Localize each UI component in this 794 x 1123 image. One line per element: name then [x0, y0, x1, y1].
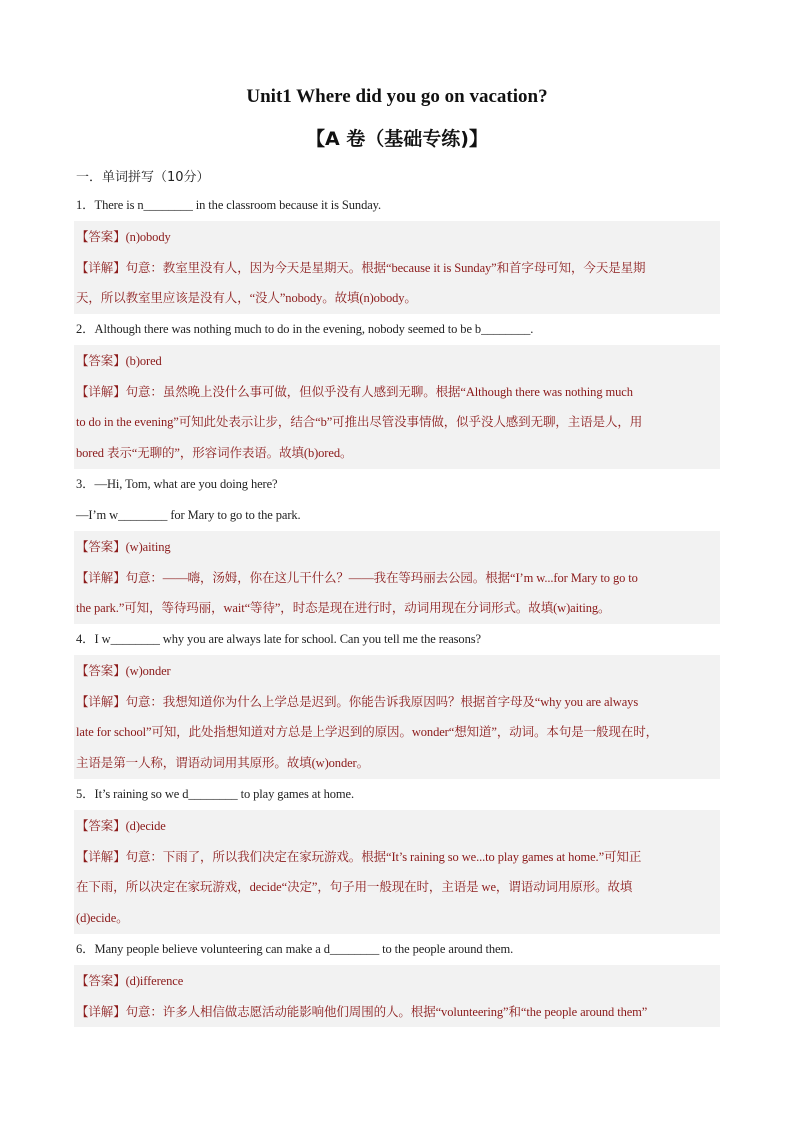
answer-line	[74, 655, 720, 686]
answer-tag: 【答案】	[76, 818, 126, 833]
answer-line	[74, 531, 720, 562]
detail-text: late for school”可知，此处指想知道对方总是上学迟到的原因。wonder“想知道”，动词。本句是一般现在时，	[76, 725, 659, 739]
answer-value: (d)ecide	[125, 819, 166, 833]
detail-line	[74, 748, 720, 779]
question-item	[74, 469, 720, 624]
detail-text: to do in the evening”可知此处表示让步，结合“b”可推出尽管没事情做，似乎没人感到无聊，主语是人，用	[76, 415, 643, 429]
detail-line	[74, 996, 720, 1027]
detail-line	[74, 562, 720, 593]
question-text: 4．I w________ why you are always late for school. Can you tell me the reasons?	[76, 632, 481, 646]
answer-value: (w)aiting	[125, 540, 171, 554]
detail-tag: 【详解】	[76, 1004, 126, 1019]
answer-line	[74, 965, 720, 996]
question-text: 5．It’s raining so we d________ to play games at home.	[76, 787, 354, 801]
question-text: 6．Many people believe volunteering can make a d________ to the people around them.	[76, 942, 514, 956]
question-item	[74, 314, 720, 469]
detail-text: 主语是第一人称，谓语动词用其原形。故填(w)onder。	[76, 756, 370, 770]
detail-tag: 【详解】	[76, 849, 126, 864]
detail-text: the park.”可知，等待玛丽，wait“等待”，时态是现在进行时，动词用现在分词形式。故填(w)aiting。	[76, 601, 611, 615]
detail-line	[74, 407, 720, 438]
detail-text: 句意：教室里没有人，因为今天是星期天。根据“because it is Sunday”和首字母可知，今天是星期	[125, 261, 646, 275]
detail-tag: 【详解】	[76, 694, 126, 709]
answer-tag: 【答案】	[76, 229, 126, 244]
detail-text: 句意：——嗨，汤姆，你在这儿干什么？——我在等玛丽去公园。根据“I’m w...for Mary to go to	[125, 571, 638, 585]
detail-text: bored 表示“无聊的”，形容词作表语。故填(b)ored。	[76, 446, 353, 460]
document-subtitle: 【A 卷（基础专练)】	[305, 128, 488, 150]
question-text: —I’m w________ for Mary to go to the park.	[76, 508, 301, 522]
detail-text: 句意：我想知道你为什么上学总是迟到。你能告诉我原因吗？根据首字母及“why you are always	[125, 695, 639, 709]
answer-value: (n)obody	[125, 230, 171, 244]
detail-text: 句意：许多人相信做志愿活动能影响他们周围的人。根据“volunteering”和“the people around them”	[125, 1005, 648, 1019]
detail-tag: 【详解】	[76, 384, 126, 399]
question-item	[74, 624, 720, 779]
detail-text: 天，所以教室里应该是没有人，“没人”nobody。故填(n)obody。	[76, 291, 417, 305]
detail-text: 句意：下雨了，所以我们决定在家玩游戏。根据“It’s raining so we...to play games at home.”可知正	[125, 850, 642, 864]
answer-value: (d)ifference	[125, 974, 184, 988]
detail-line	[74, 841, 720, 872]
detail-tag: 【详解】	[76, 570, 126, 585]
section-heading: 一．单词拼写（10分）	[76, 170, 210, 185]
detail-line	[74, 283, 720, 314]
detail-line	[74, 376, 720, 407]
detail-tag: 【详解】	[76, 260, 126, 275]
detail-line	[74, 438, 720, 469]
answer-line	[74, 810, 720, 841]
answer-tag: 【答案】	[76, 353, 126, 368]
detail-text: 句意：虽然晚上没什么事可做，但似乎没有人感到无聊。根据“Although there was nothing much	[125, 385, 633, 399]
answer-tag: 【答案】	[76, 973, 126, 988]
answer-value: (b)ored	[125, 354, 162, 368]
question-item	[74, 934, 720, 1027]
question-item	[74, 779, 720, 934]
answer-line	[74, 345, 720, 376]
detail-line	[74, 717, 720, 748]
question-text: 2．Although there was nothing much to do in the evening, nobody seemed to be b________.	[76, 322, 534, 336]
answer-line	[74, 221, 720, 252]
detail-text: 在下雨，所以决定在家玩游戏，decide“决定”，句子用一般现在时，主语是 we，谓语动词用原形。故填	[76, 880, 633, 894]
answer-tag: 【答案】	[76, 663, 126, 678]
question-text: 3．—Hi, Tom, what are you doing here?	[76, 477, 278, 491]
detail-line	[74, 903, 720, 934]
detail-line	[74, 593, 720, 624]
detail-line	[74, 872, 720, 903]
detail-text: (d)ecide。	[76, 911, 129, 925]
exercise-list	[74, 190, 720, 1027]
question-text: 1．There is n________ in the classroom because it is Sunday.	[76, 198, 382, 212]
question-item	[74, 190, 720, 314]
detail-line	[74, 686, 720, 717]
detail-line	[74, 252, 720, 283]
answer-value: (w)onder	[125, 664, 171, 678]
document-title: Unit1 Where did you go on vacation?	[246, 86, 548, 107]
answer-tag: 【答案】	[76, 539, 126, 554]
